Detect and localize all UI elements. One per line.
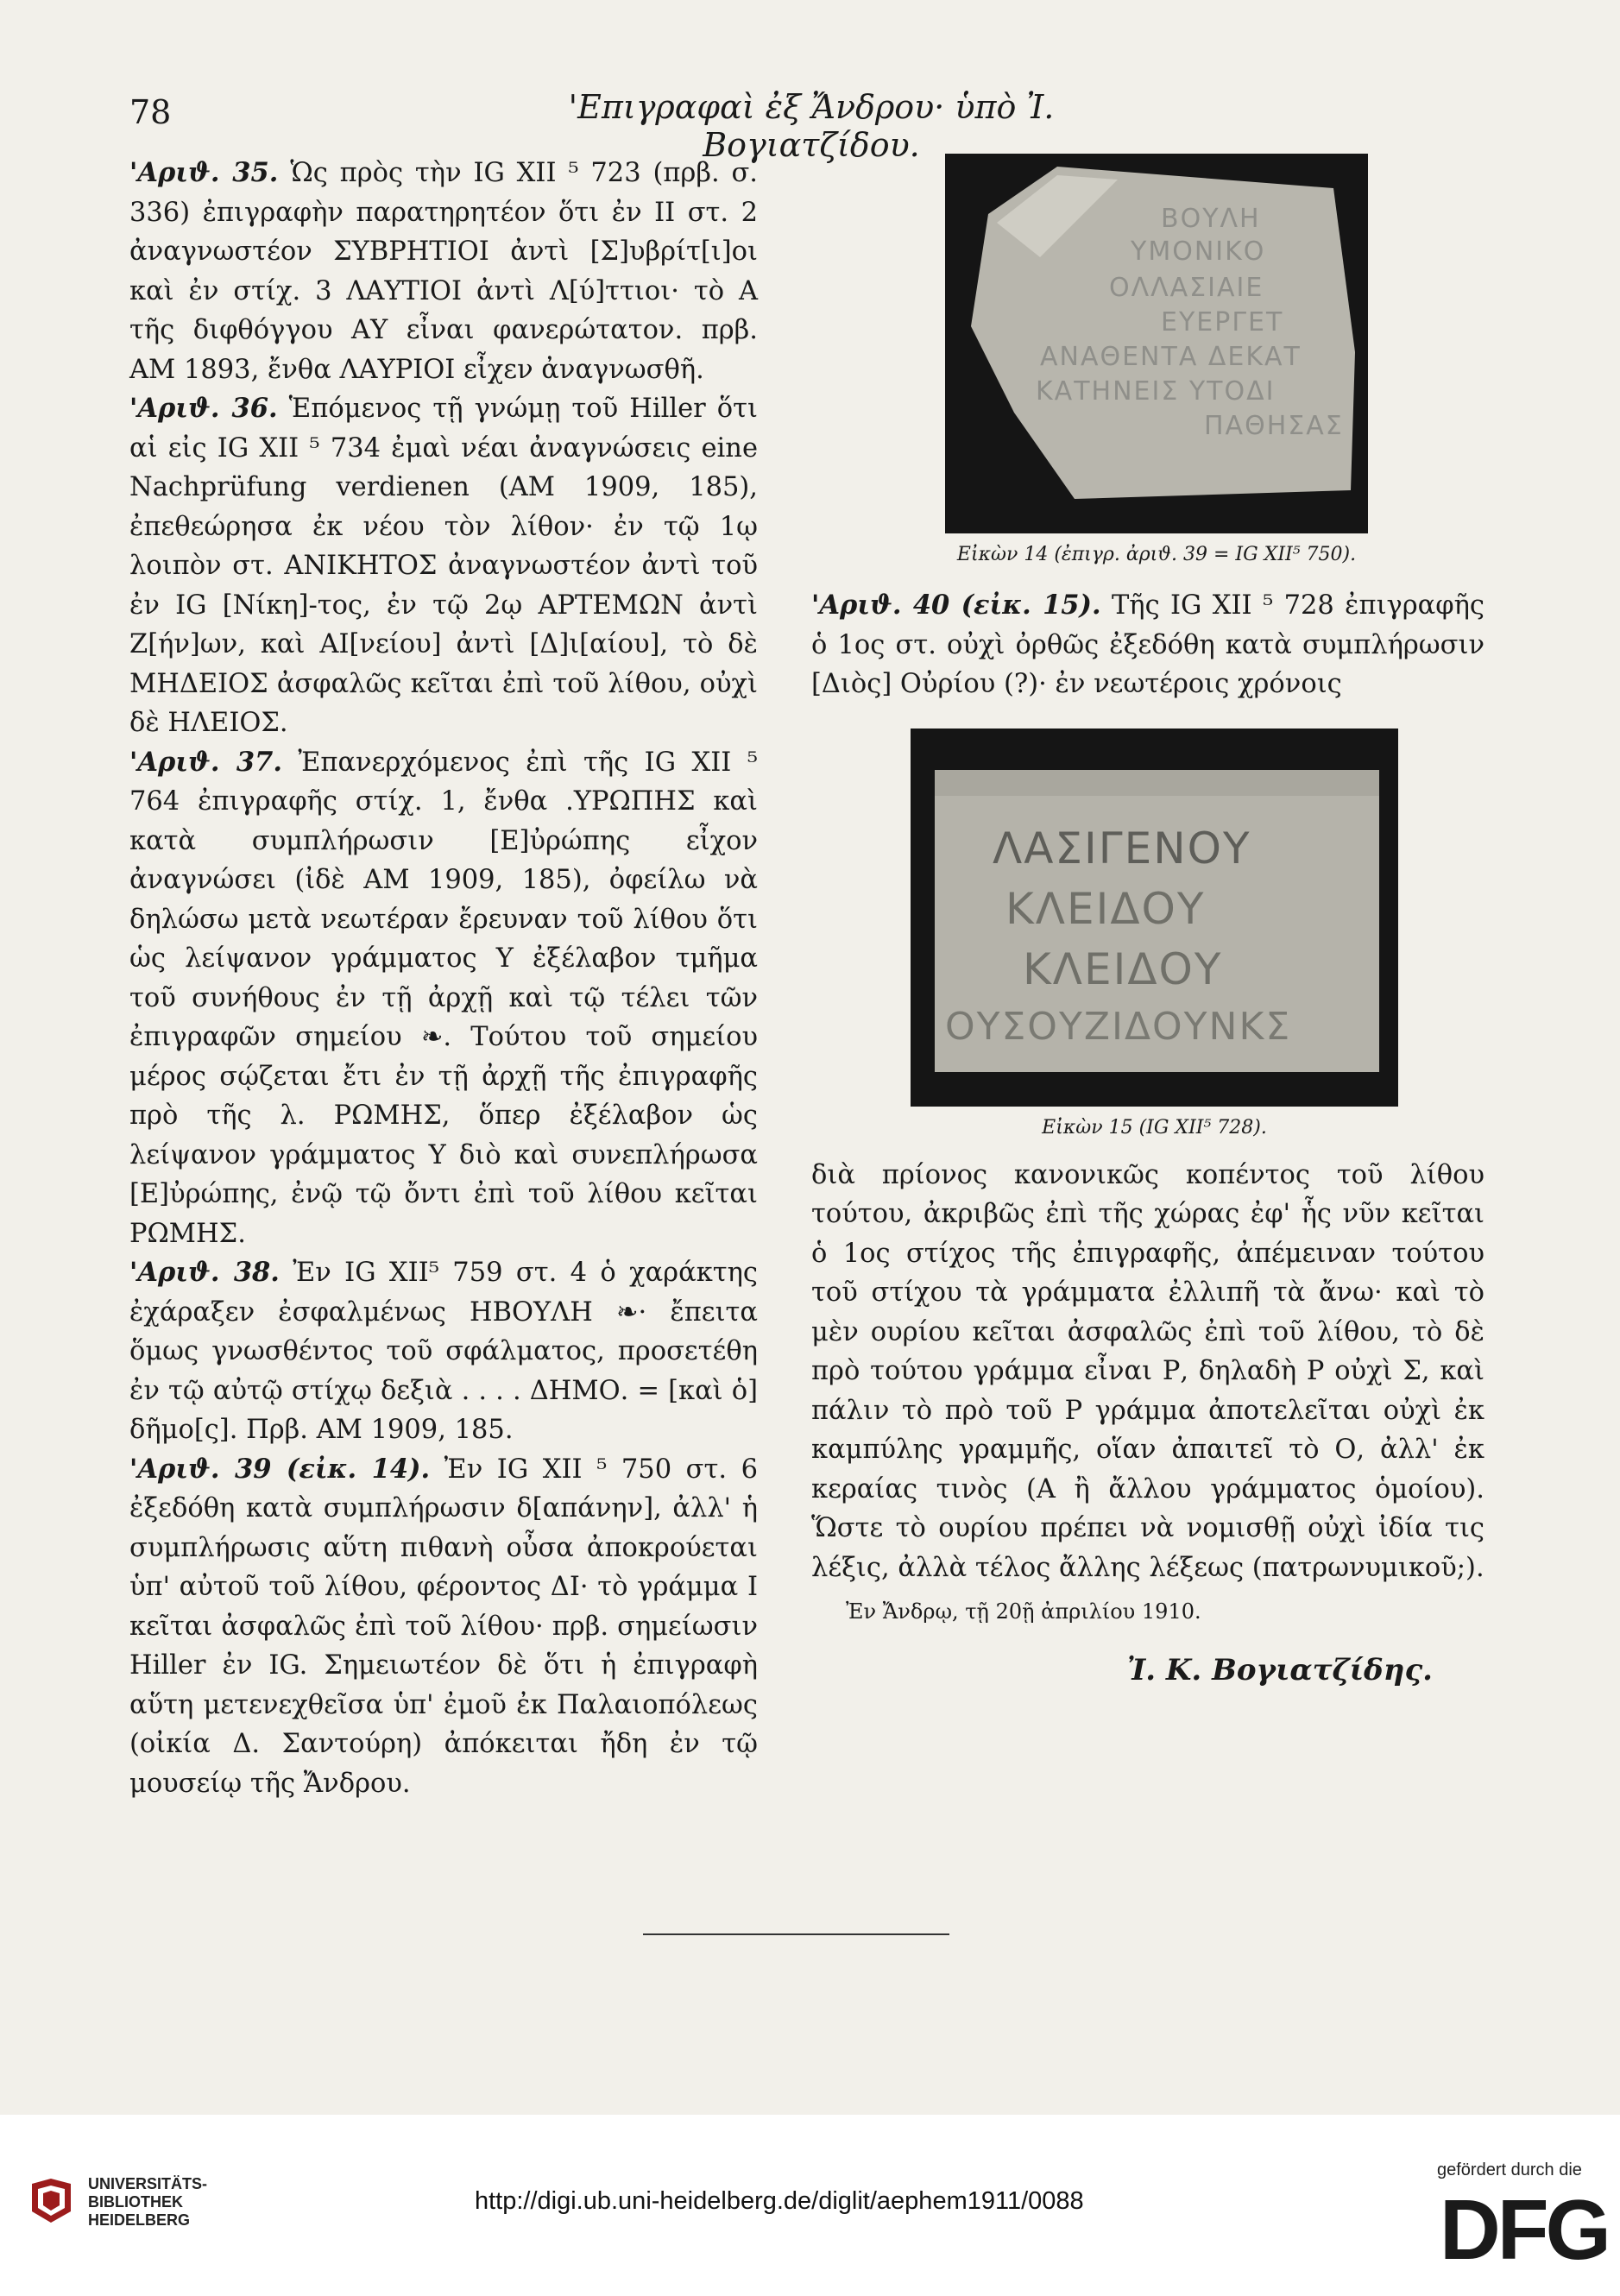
entry-text: Ἐν IG XII⁵ 759 στ. 4 ὁ χαράκτης ἐχάραξεν ἐσφαλμένως ΗΒΟΥΛΗ ❧· ἔπειτα ὅμως γνωσθέντος τοῦ σφάλματος, προσετέθη ἐν τῷ αὐτῷ στίχῳ δεξιὰ . . . . ΔΗΜΟ. = [καὶ ὁ] δῆμο[ς]. Πρβ. AM 1909, 185. [129, 1258, 758, 1445]
inscription-line: ΕΥΕΡΓΕΤ [1161, 307, 1284, 337]
entry-text: Ἐν IG XII ⁵ 750 στ. 6 ἐξεδόθη κατὰ συμπλήρωσιν δ[απάνην], ἀλλ' ἡ συμπλήρωσις αὕτη πιθανὴ οὖσα ἀποκρούεται ὑπ' αὐτοῦ τοῦ λίθου, φέροντος ΔΙ· τὸ γράμμα Ι κεῖται ἀσφαλῶς ἐπὶ τοῦ λίθου· πρβ. σημείωσιν Hiller ἐν IG. Σημειωτέον δὲ ὅτι ἡ ἐπιγραφὴ αὕτη μετενεχθεῖσα ὑπ' ἐμοῦ ἐκ Παλαιοπόλεως (οἰκία Δ. Σαντούρη) ἀπόκειται ἤδη ἐν τῷ μουσείῳ τῆς Ἄνδρου. [129, 1454, 758, 1799]
inscription-line: ΑΝΑΘΕΝΤΑ ΔΕΚΑΤ [1040, 342, 1302, 372]
paragraph-36 [129, 389, 758, 743]
inscription-line: ΚΑΤΗΝΕΙΣ ΥΤΟΔΙ [1036, 376, 1276, 407]
entry-lead: 'Αριϑ. 37. [129, 746, 282, 778]
right-column [811, 154, 1484, 1687]
inscription-line: ΥΜΟΝΙΚΟ [1131, 237, 1266, 267]
entry-lead: 'Αριϑ. 40 (εἰκ. 15). [811, 590, 1101, 621]
inscription-line: ΛΑΣΙΓΕΝΟΥ [993, 823, 1251, 874]
running-title: 'Επιγραφαὶ ἐξ Ἄνδρου· ὑπὸ Ἰ. Βογιατζίδου. [568, 88, 1055, 164]
figure-15-photo [911, 729, 1398, 1107]
funded-by-label: gefördert durch die [1437, 2160, 1582, 2179]
paragraph-37 [129, 743, 758, 1254]
university-library-logo-icon [28, 2177, 75, 2224]
entry-text: Τῆς IG XII ⁵ 728 ἐπιγραφῆς ὁ 1ος στ. οὐχὶ ὀρθῶς ἐξεδόθη κατὰ συμπλήρωσιν [Διὸς] Οὐρίου (?)· ἐν νεωτέροις χρόνοις [811, 590, 1484, 699]
entry-text: Ἐπανερχόμενος ἐπὶ τῆς IG XII ⁵ 764 ἐπιγραφῆς στίχ. 1, ἔνθα .ΥΡΩΠΗΣ καὶ κατὰ συμπλήρωσιν [Ε]ὐρώπης εἶχον ἀναγνώσει (ἰδὲ AM 1909, 185), ὀφείλω νὰ δηλώσω μετὰ νεωτέραν ἔρευναν τοῦ λίθου ὅτι ὡς λείψανον γράμματος Υ ἐξέλαβον τμῆμα τοῦ συνήθους ἐν τῇ ἀρχῇ καὶ τῷ τέλει τῶν ἐπιγραφῶν σημείου ❧. Τούτου τοῦ σημείου μέρος σῴζεται ἔτι ἐν τῇ ἀρχῇ τῆς ἐπιγραφῆς πρὸ τῆς λ. ΡΩΜΗΣ, ὅπερ ἐξέλαβον ὡς λείψανον γράμματος Υ διὸ καὶ συνεπλήρωσα [Ε]ὐρώπης, ἐνῷ τῷ ὄντι ἐπὶ τοῦ λίθου κεῖται ΡΩΜΗΣ. [129, 747, 758, 1249]
page-number: 78 [129, 93, 172, 131]
figure-15-caption: Εἰκὼν 15 (IG XII⁵ 728). [1042, 1116, 1267, 1139]
figure-15 [911, 729, 1398, 1139]
permalink-url[interactable]: http://digi.ub.uni-heidelberg.de/diglit/aephem1911/0088 [475, 2187, 1084, 2215]
entry-lead: 'Αριϑ. 36. [129, 393, 278, 424]
end-rule [643, 1933, 949, 1935]
paragraph-40 [811, 586, 1484, 704]
paragraph-35 [129, 154, 758, 389]
figure-14-photo [945, 154, 1368, 533]
entry-lead: 'Αριϑ. 39 (εἰκ. 14). [129, 1453, 431, 1485]
inscription-line: ΚΛΕΙΔΟΥ [1023, 943, 1223, 994]
dfg-logo: DFG [1440, 2182, 1608, 2277]
library-name-line: BIBLIOTHEK [88, 2193, 183, 2211]
paragraph-38 [129, 1253, 758, 1450]
library-name-line: UNIVERSITÄTS- [88, 2175, 208, 2192]
entry-text: Ἑπόμενος τῇ γνώμῃ τοῦ Hiller ὅτι αἱ εἰς IG XII ⁵ 734 ἐμαὶ νέαι ἀναγνώσεις eine Nachprüfung verdienen (AM 1909, 185), ἐπεθεώρησα ἐκ νέου τὸν λίθον· ἐν τῷ 1ῳ λοιπὸν στ. ΑΝΙΚΗΤΟΣ ἀναγνωστέον ἀντὶ τοῦ ἐν IG [Νίκη]-τος, ἐν τῷ 2ῳ ΑΡΤΕΜΩΝ ἀντὶ Ζ[ήν]ων, καὶ ΑΙ[νείου] ἀντὶ [Δ]ι[αίου], τὸ δὲ ΜΗΔΕΙΟΣ ἀσφαλῶς κεῖται ἐπὶ τοῦ λίθου, οὐχὶ δὲ ΗΛΕΙΟΣ. [129, 394, 758, 738]
inscription-line: ΚΛΕΙΔΟΥ [1005, 883, 1206, 934]
library-name [88, 2175, 207, 2230]
footer-bar [0, 2115, 1620, 2296]
inscription-line: ΒΟΥΛΗ [1161, 204, 1261, 234]
inscription-line: ΟΥΣΟΥΖΙΔΟΥΝΚΣ [945, 1004, 1292, 1049]
dateline: Ἐν Ἄνδρῳ, τῇ 20ῇ ἀπριλίου 1910. [846, 1599, 1201, 1624]
inscription-line: ΠΑΘΗΣΑΣ [1204, 411, 1344, 441]
inscription-line: ΟΛΛΑΣΙΑΙΕ [1109, 273, 1264, 303]
paragraph-39 [129, 1450, 758, 1804]
entry-lead: 'Αριϑ. 38. [129, 1257, 280, 1288]
figure-14-caption: Εἰκὼν 14 (ἐπιγρ. ἀριϑ. 39 = IG XII⁵ 750). [956, 544, 1357, 565]
entry-lead: 'Αριϑ. 35. [129, 157, 279, 188]
left-column [129, 154, 758, 1803]
author-signature: Ἰ. Κ. Βογιατζίδης. [1126, 1653, 1433, 1687]
figure-14 [945, 154, 1368, 565]
entry-text: Ὡς πρὸς τὴν IG XII ⁵ 723 (πρβ. σ. 336) ἐπιγραφὴν παρατηρητέον ὅτι ἐν II στ. 2 ἀναγνωστέον ΣΥΒΡΗΤΙΟΙ ἀντὶ [Σ]υβρίτ[ι]οι καὶ ἐν στίχ. 3 ΛΑΥΤΙΟΙ ἀντὶ Λ[ύ]ττιοι· τὸ Α τῆς διφθόγγου ΑΥ εἶναι φανερώτατον. πρβ. AM 1893, ἔνθα ΛΑΥΡΙΟΙ εἶχεν ἀναγνωσθῆ. [129, 158, 758, 385]
library-name-line: HEIDELBERG [88, 2211, 191, 2229]
paragraph-continued: διὰ πρίονος κανονικῶς κοπέντος τοῦ λίθου τούτου, ἀκριβῶς ἐπὶ τῆς χώρας ἐφ' ἧς νῦν κεῖται ὁ 1ος στίχος τῆς ἐπιγραφῆς, ἀπέμειναν τούτου τοῦ στίχου τὰ γράμματα ἐλλιπῆ τὰ ἄνω· καὶ τὸ μὲν ουρίου κεῖται ἀσφαλῶς ἐπὶ τοῦ λίθου, τὸ δὲ πρὸ τούτου γράμμα εἶναι Ρ, δηλαδὴ Ρ οὐχὶ Σ, καὶ πάλιν τὸ πρὸ τοῦ Ρ γράμμα ἀποτελεῖται οὐχὶ ἐκ καμπύλης γραμμῆς, οἵαν ἀπαιτεῖ τὸ Ο, ἀλλ' ἐκ κεραίας τινὸς (Α ἢ ἄλλου γράμματος ὁμοίου). Ὥστε τὸ ουρίου πρέπει νὰ νομισθῇ οὐχὶ ἰδία τις λέξις, ἀλλὰ τέλος ἄλλης λέξεως (πατρωνυμικοῦ;). [811, 1159, 1484, 1583]
